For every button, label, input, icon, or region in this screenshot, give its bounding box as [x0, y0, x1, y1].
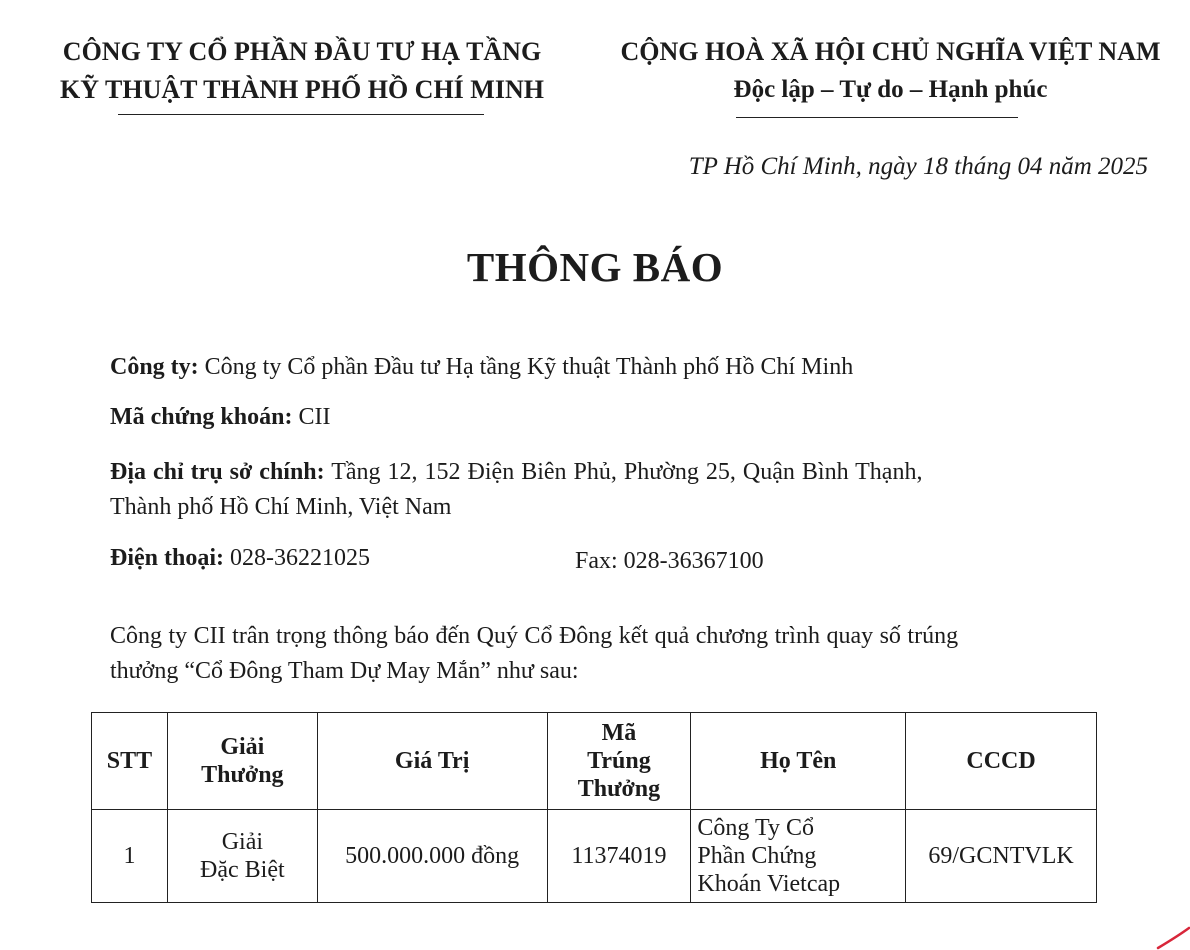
national-header	[598, 33, 1183, 109]
intro-line-1: Công ty CII trân trọng thông báo đến Quý Cổ Đông kết quả chương trình quay số trúng	[110, 623, 959, 649]
company-name-line-2: KỸ THUẬT THÀNH PHỐ HỒ CHÍ MINH	[60, 75, 544, 104]
motto-underline	[736, 117, 1018, 118]
company-info-line	[110, 350, 853, 384]
company-label: Công ty:	[110, 354, 199, 380]
stock-code-label: Mã chứng khoán:	[110, 404, 293, 430]
header-code-line-1: Mã	[601, 720, 637, 746]
document-title: THÔNG BÁO	[466, 244, 724, 290]
table-row	[92, 810, 1097, 903]
intro-line-2: thưởng “Cổ Đông Tham Dự May Mắn” như sau:	[110, 658, 579, 684]
stock-code-value: CII	[292, 404, 331, 430]
cell-stt: 1	[92, 810, 168, 903]
header-code-line-3: Thưởng	[577, 776, 661, 802]
header-prize-line-1: Giải	[220, 734, 265, 760]
cell-name	[691, 810, 906, 903]
phone-value: 028-36221025	[224, 545, 370, 571]
cell-name-line-1: Công Ty Cổ	[697, 815, 814, 841]
header-id: CCCD	[906, 713, 1097, 810]
cell-prize	[167, 810, 317, 903]
stock-code-line	[110, 400, 330, 434]
address-value-1: Tầng 12, 152 Điện Biên Phủ, Phường 25, Quận Bình Thạnh,	[324, 459, 923, 485]
header-code-line-2: Trúng	[587, 748, 651, 774]
document-date: TP Hồ Chí Minh, ngày 18 tháng 04 năm 2025	[688, 153, 1148, 180]
address-value-2: Thành phố Hồ Chí Minh, Việt Nam	[110, 494, 452, 520]
company-header	[28, 33, 576, 109]
fax-number: Fax: 028-36367100	[575, 548, 764, 574]
header-prize	[167, 713, 317, 810]
country-name: CỘNG HOÀ XÃ HỘI CHỦ NGHĨA VIỆT NAM	[620, 37, 1161, 66]
cell-value: 500.000.000 đồng	[317, 810, 547, 903]
table-header-row	[92, 713, 1097, 810]
address-line-2	[110, 490, 451, 524]
cell-name-line-2: Phần Chứng	[697, 843, 817, 869]
header-prize-line-2: Thưởng	[201, 762, 284, 788]
address-line-1	[110, 455, 922, 489]
cell-prize-line-1: Giải	[221, 829, 264, 855]
address-label: Địa chỉ trụ sở chính:	[110, 459, 325, 485]
prize-results-table	[91, 712, 1097, 903]
cell-code: 11374019	[547, 810, 691, 903]
phone-line	[110, 541, 370, 575]
company-name-line-1: CÔNG TY CỔ PHẦN ĐẦU TƯ HẠ TẦNG	[62, 37, 542, 66]
header-stt: STT	[92, 713, 168, 810]
header-code	[547, 713, 691, 810]
company-header-underline	[118, 114, 484, 115]
red-signature-stroke	[1154, 910, 1190, 950]
header-name: Họ Tên	[691, 713, 906, 810]
cell-prize-line-2: Đặc Biệt	[200, 857, 285, 883]
company-value: Công ty Cổ phần Đầu tư Hạ tầng Kỹ thuật Thành phố Hồ Chí Minh	[198, 354, 854, 380]
phone-label: Điện thoại:	[110, 545, 224, 571]
cell-name-line-3: Khoán Vietcap	[697, 871, 841, 897]
national-motto: Độc lập – Tự do – Hạnh phúc	[733, 76, 1048, 103]
header-value: Giá Trị	[317, 713, 547, 810]
cell-id: 69/GCNTVLK	[906, 810, 1097, 903]
